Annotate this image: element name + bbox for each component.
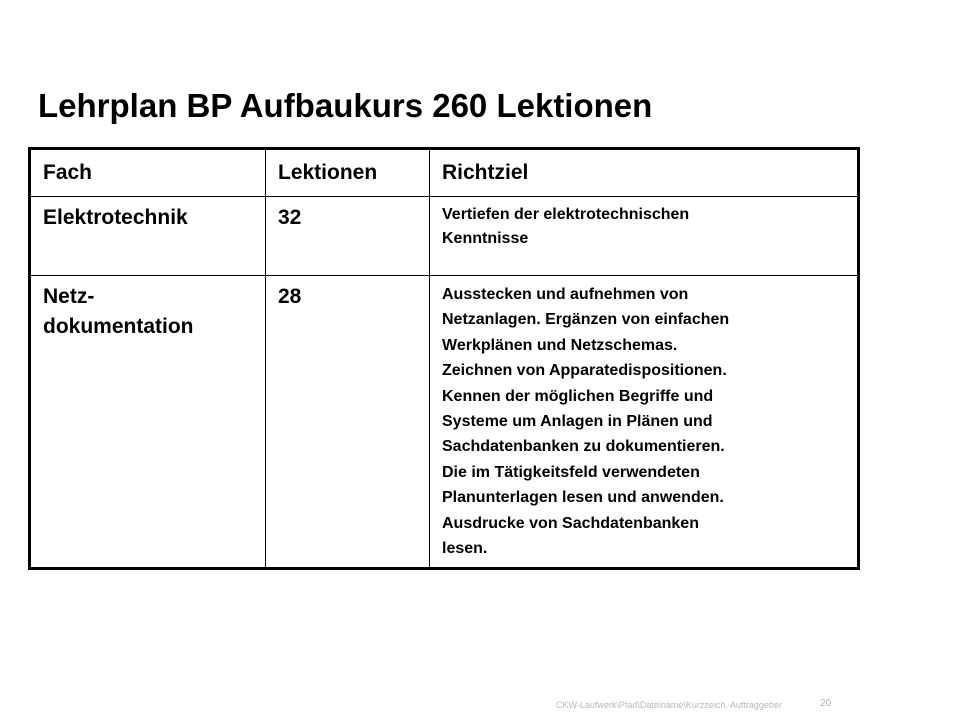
table-header-row — [30, 149, 859, 197]
richtziel-line: Werkplänen und Netzschemas. — [442, 336, 678, 354]
table-row — [30, 197, 859, 276]
cell-lektionen: 28 — [266, 276, 430, 569]
page-number: 20 — [820, 698, 832, 709]
page-title: Lehrplan BP Aufbaukurs 260 Lektionen — [38, 87, 653, 124]
cell-fach — [30, 276, 266, 569]
cell-richtziel — [430, 197, 859, 276]
richtziel-line: Netzanlagen. Ergänzen von einfachen — [442, 311, 730, 329]
richtziel-line: lesen. — [442, 540, 488, 558]
header-richtziel: Richtziel — [430, 149, 859, 197]
cell-richtziel — [430, 276, 859, 569]
curriculum-table — [28, 147, 860, 570]
richtziel-line: Ausstecken und aufnehmen von — [442, 286, 689, 303]
richtziel-line: Kennen der möglichen Begriffe und — [442, 387, 714, 405]
richtziel-line: Systeme um Anlagen in Plänen und — [442, 413, 713, 431]
cell-lektionen: 32 — [266, 197, 430, 276]
header-lektionen: Lektionen — [266, 149, 430, 197]
fach-line: dokumentation — [43, 315, 194, 338]
fach-line: Netz- — [43, 285, 95, 308]
richtziel-line: Ausdrucke von Sachdatenbanken — [442, 514, 699, 532]
richtziel-line: Planunterlagen lesen und anwenden. — [442, 489, 724, 507]
cell-fach: Elektrotechnik — [30, 197, 266, 276]
richtziel-line: Zeichnen von Apparatedispositionen. — [442, 362, 727, 380]
table-row — [30, 276, 859, 569]
header-fach: Fach — [30, 149, 266, 197]
richtziel-line: Die im Tätigkeitsfeld verwendeten — [442, 463, 700, 481]
richtziel-line: Sachdatenbanken zu dokumentieren. — [442, 438, 725, 456]
richtziel-line: Kenntnisse — [442, 230, 529, 247]
richtziel-line: Vertiefen der elektrotechnischen — [442, 206, 690, 223]
footer-path: CKW-Laufwerk\Pfad\Dateiname\Kurzzeich. Auftraggeber — [556, 700, 782, 710]
